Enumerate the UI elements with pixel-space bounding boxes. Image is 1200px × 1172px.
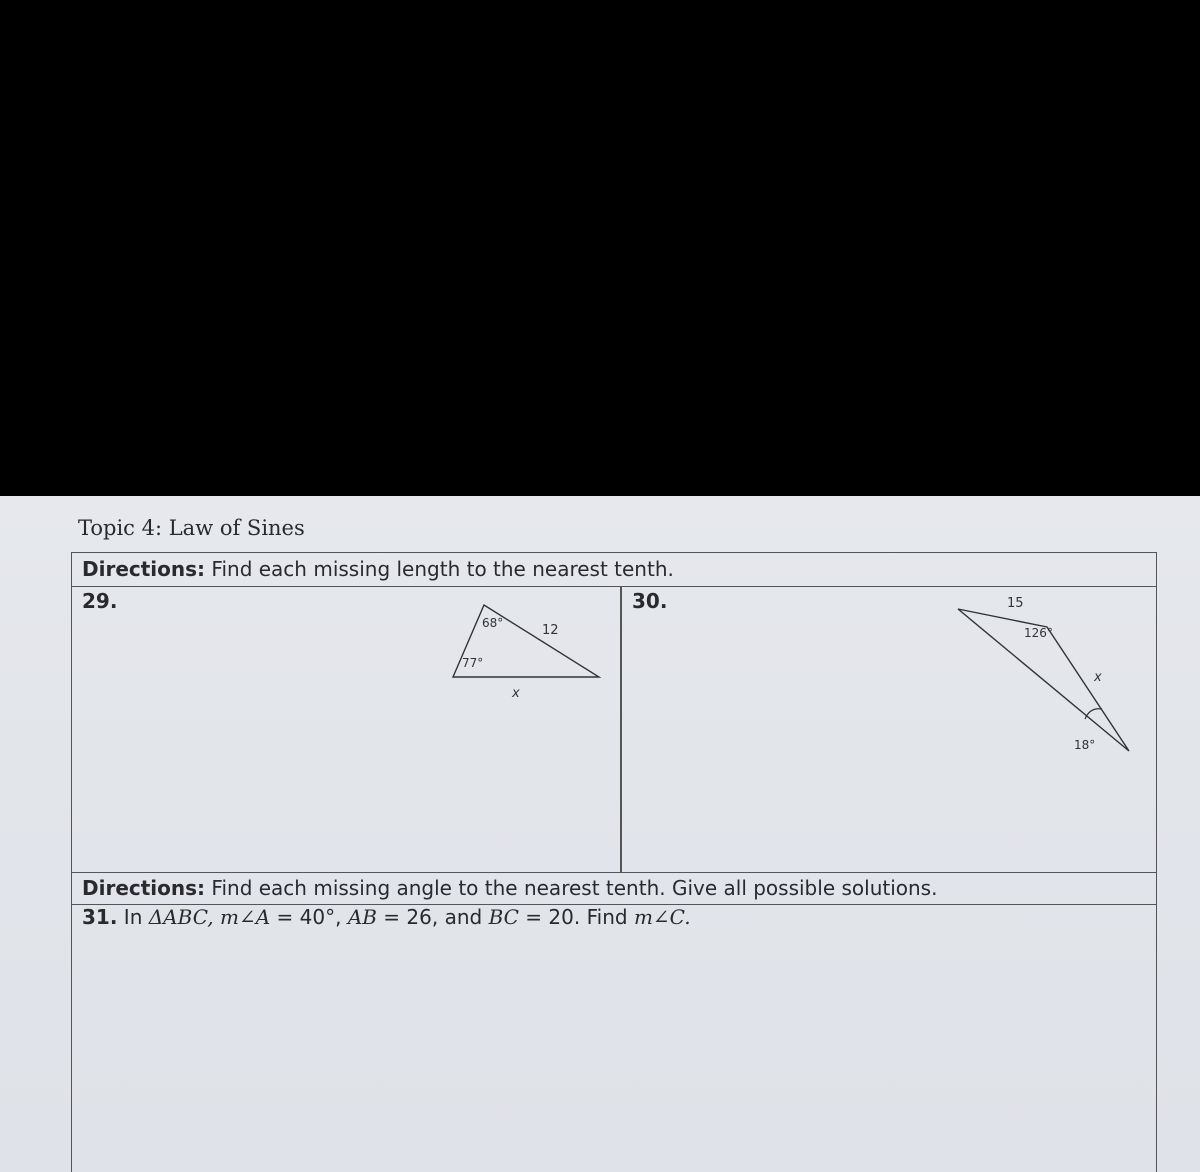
side-bc: BC xyxy=(488,905,519,929)
problem-29-triangle xyxy=(442,595,612,705)
problem-31-number: 31. xyxy=(82,905,118,929)
value: = 20. Find xyxy=(518,905,634,929)
unknown-x-label: x xyxy=(512,686,520,701)
text: In xyxy=(123,905,143,929)
angle-126-label: 126° xyxy=(1024,626,1053,640)
directions-label: Directions: xyxy=(82,557,206,581)
problem-29-number: 29. xyxy=(82,589,118,613)
directions-text: Find each missing angle to the nearest tenth. Give all possible solutions. xyxy=(211,876,938,900)
target-angle: m∠C. xyxy=(633,905,691,929)
angle-77-label: 77° xyxy=(462,656,484,670)
angle-a: m∠A xyxy=(220,905,271,929)
black-background xyxy=(0,0,1200,496)
value: = 26, and xyxy=(376,905,489,929)
angle-18-label: 18° xyxy=(1074,738,1096,752)
side-15-label: 15 xyxy=(1007,596,1024,611)
column-divider xyxy=(620,587,622,872)
directions-length xyxy=(72,553,1156,587)
angle-68-label: 68° xyxy=(482,616,504,630)
directions-angle xyxy=(72,873,1156,905)
directions-text: Find each missing length to the nearest tenth. xyxy=(211,557,674,581)
value: = 40°, xyxy=(270,905,348,929)
problem-30-triangle xyxy=(942,587,1142,757)
side-12-label: 12 xyxy=(542,623,559,638)
problem-table xyxy=(71,552,1157,1172)
problem-31 xyxy=(82,905,691,929)
problems-row xyxy=(72,587,1156,873)
triangle-name: ΔABC, xyxy=(148,905,214,929)
directions-label: Directions: xyxy=(82,876,206,900)
unknown-x-label: x xyxy=(1094,670,1102,685)
worksheet-paper xyxy=(0,496,1200,1172)
side-ab: AB xyxy=(347,905,377,929)
problem-30-number: 30. xyxy=(632,589,668,613)
topic-title: Topic 4: Law of Sines xyxy=(78,516,305,540)
